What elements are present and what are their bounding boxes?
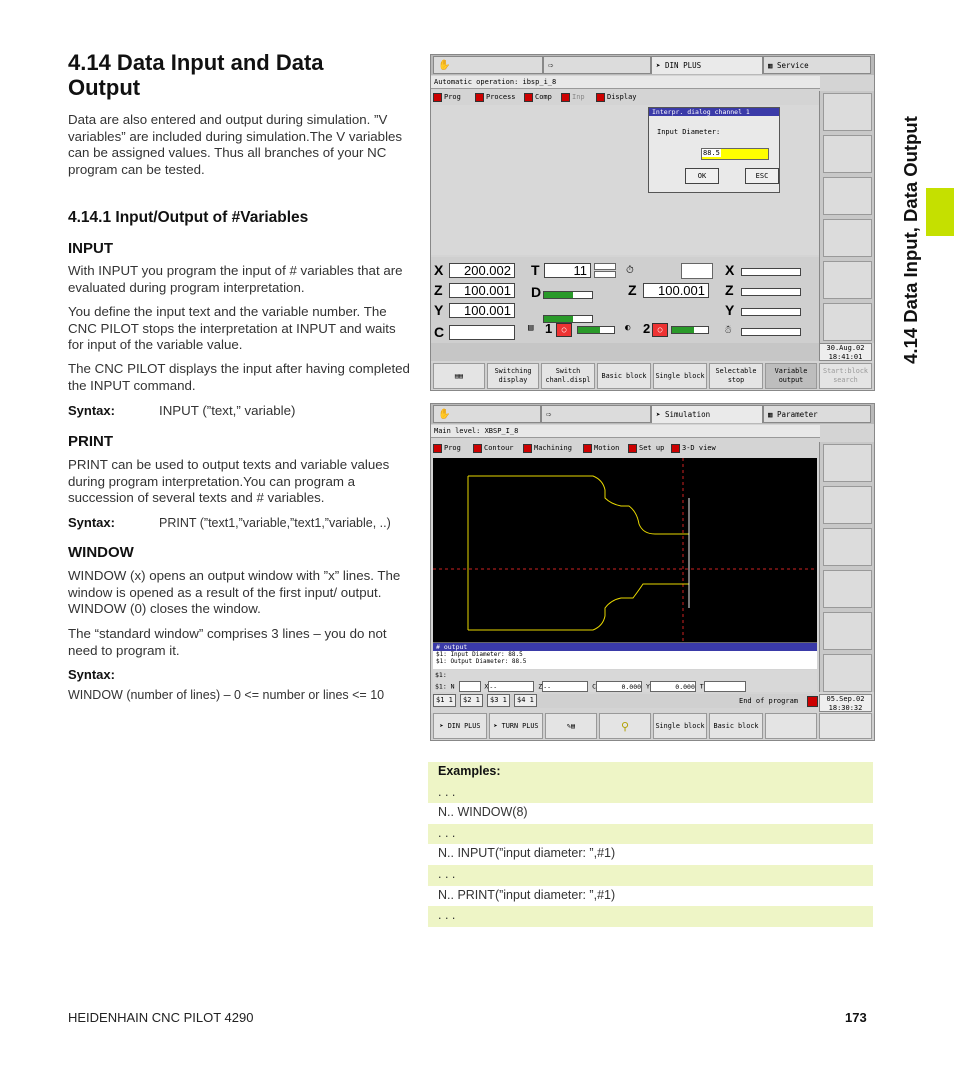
input-heading: INPUT	[68, 240, 113, 257]
axis-value-z: 100.001	[449, 283, 515, 298]
softkey-empty-2[interactable]	[819, 713, 872, 739]
end-marker-icon	[807, 696, 818, 707]
tab-simulation[interactable]: ➤ Simulation	[651, 405, 763, 423]
tab-machine-2[interactable]	[433, 405, 541, 423]
v-softkey-1[interactable]	[823, 93, 872, 131]
end-of-program-text: End of program	[739, 697, 799, 705]
z2-label: Z	[628, 282, 637, 298]
softkey-zoom[interactable]	[599, 713, 651, 739]
axis-label-y: Y	[434, 302, 444, 318]
status-line: Automatic operation: ibsp_i_8	[431, 76, 820, 89]
input-diameter-field[interactable]: 88.5	[701, 148, 769, 160]
spindle-icon: ◐	[625, 323, 631, 333]
softkey-basic-block-2[interactable]: Basic block	[709, 713, 763, 739]
menu-icon	[433, 444, 442, 453]
softkey-single-block-2[interactable]: Single block	[653, 713, 707, 739]
date-time-2: 05.Sep.02 18:30:32	[819, 694, 872, 712]
menu-prog-2[interactable]: Prog	[433, 442, 461, 454]
menu-process[interactable]: Process	[475, 91, 516, 103]
din-plus-icon: ➤	[656, 61, 666, 70]
tab-auto[interactable]	[543, 56, 651, 74]
feed-gauge-fill	[544, 292, 573, 298]
stopwatch-icon: ⏱	[626, 265, 634, 276]
menu-setup[interactable]: Set up	[628, 442, 664, 454]
zoom-icon: ⚲	[620, 719, 630, 733]
screenshot-automatic-operation	[430, 54, 875, 391]
menu-icon	[671, 444, 680, 453]
n-field	[459, 681, 481, 692]
program-status-row	[433, 694, 817, 708]
z-load-gauge	[741, 288, 801, 296]
print-syntax: PRINT (”text1,”variable,”text1,”variable, ..)	[159, 516, 391, 530]
c-field: 0.000	[596, 681, 642, 692]
softkey-turn-plus[interactable]: ➤ TURN PLUS	[489, 713, 543, 739]
window-paragraph-2: The “standard window” comprises 3 lines – you do not need to program it.	[68, 626, 387, 658]
softkey-machine[interactable]	[433, 363, 485, 389]
status-line-2: Main level: XBSP_I_8	[431, 425, 820, 438]
channel-1-gauge	[577, 326, 615, 334]
example-row-1: . . .	[428, 783, 873, 804]
input-paragraph-1: With INPUT you program the input of # variables that are evaluated during program interpretation.	[68, 263, 403, 295]
window-syntax-label: Syntax:	[68, 667, 115, 682]
edit-icon: ✎▤	[566, 721, 576, 730]
menu-icon	[523, 444, 532, 453]
axis-label-z: Z	[434, 282, 443, 298]
output-window	[433, 642, 817, 669]
channel-key-3[interactable]: $3 1	[487, 694, 510, 707]
input-syntax-label: Syntax:	[68, 403, 115, 418]
menu-icon	[524, 93, 533, 102]
axis-value-y: 100.001	[449, 303, 515, 318]
menu-icon	[561, 93, 570, 102]
z-right-label: Z	[725, 282, 734, 298]
softkey-switch-channel[interactable]: Switch chanl.displ	[541, 363, 595, 389]
softkey-selectable-stop[interactable]: Selectable stop	[709, 363, 763, 389]
esc-button[interactable]: ESC	[745, 168, 779, 184]
tab-din-plus[interactable]: ➤ DIN PLUS	[651, 56, 763, 74]
feed-icon: ▤	[528, 323, 534, 333]
tool-value: 11	[544, 263, 591, 278]
z-field: --	[542, 681, 588, 692]
v-softkey-4[interactable]	[823, 219, 872, 257]
channel-key-2[interactable]: $2 1	[460, 694, 483, 707]
simulation-icon: ➤	[656, 410, 666, 419]
axis-value-c	[449, 325, 515, 340]
menu-icon	[433, 93, 442, 102]
v-softkey-3[interactable]	[823, 177, 872, 215]
channel-2-number: 2	[643, 321, 651, 336]
menu-3d-view[interactable]: 3-D view	[671, 442, 716, 454]
menu-machining[interactable]: Machining	[523, 442, 572, 454]
menu-icon	[473, 444, 482, 453]
window-heading: WINDOW	[68, 544, 134, 561]
examples-table	[428, 762, 873, 927]
softkey-block-search[interactable]: Start:block search	[819, 363, 872, 389]
spindle-load-icon: ☃	[725, 323, 732, 336]
window-syntax: WINDOW (number of lines) – 0 <= number or lines <= 10	[68, 688, 385, 702]
vertical-softkeys	[819, 91, 875, 343]
d-label: D	[531, 284, 542, 300]
subsection-title: 4.14.1 Input/Output of #Variables	[68, 209, 309, 226]
axis-value-x: 200.002	[449, 263, 515, 278]
x-load-gauge	[741, 268, 801, 276]
example-row-3: . . .	[428, 824, 873, 845]
menu-display[interactable]: Display	[596, 91, 637, 103]
machine-icon: ▤▤	[454, 371, 464, 380]
t-field	[704, 681, 746, 692]
channel-1-gauge-fill	[578, 327, 600, 333]
machine-display	[431, 257, 819, 343]
hand-icon: ✋	[438, 409, 451, 420]
v2-softkey-5[interactable]	[823, 612, 872, 650]
softkey-variable-output[interactable]: Variable output	[765, 363, 817, 389]
turn-plus-icon: ➤	[493, 721, 502, 730]
stop-icon-2: ○	[652, 323, 668, 337]
side-tab-title: 4.14 Data Input, Data Output	[900, 116, 921, 364]
example-row-7: . . .	[428, 906, 873, 927]
x-right-label: X	[725, 262, 735, 278]
time-readout	[681, 263, 713, 279]
stop-icon: ○	[556, 323, 572, 337]
axis-label-x: X	[434, 262, 444, 278]
status-strip	[431, 343, 819, 361]
input-row-2: $1: N X-- Z-- C 0.000 Y 0.000 T	[435, 681, 746, 693]
menu-prog[interactable]: Prog	[433, 91, 461, 103]
channel-2-gauge	[671, 326, 709, 334]
examples-header: Examples:	[428, 762, 873, 783]
floppy-icon: ▦	[768, 61, 778, 70]
softkey-empty-1[interactable]	[765, 713, 817, 739]
vertical-softkeys-2	[819, 442, 875, 692]
input-paragraph-2: You define the input text and the variable number. The CNC PILOT stops the interpretation at INPUT and waits for input of the variable value.	[68, 304, 396, 352]
example-row-5: . . .	[428, 865, 873, 886]
v2-softkey-3[interactable]	[823, 528, 872, 566]
x-field: --	[488, 681, 534, 692]
output-line-2: $1: Output Diameter: 88.5	[436, 658, 527, 665]
dialog-title: Interpr. dialog channel 1	[649, 108, 779, 116]
floppy-icon: ▦	[768, 410, 778, 419]
arrow-box-icon: ⇨	[546, 410, 552, 420]
y-load-gauge	[741, 308, 801, 316]
menu-icon	[583, 444, 592, 453]
tab-bar-2	[431, 404, 874, 424]
hand-icon: ✋	[438, 60, 451, 71]
softkey-single-block[interactable]: Single block	[653, 363, 707, 389]
window-paragraph-1: WINDOW (x) opens an output window with ”x” lines. The window is opened as a result of the first input/ output. WINDOW (0) closes the window.	[68, 568, 401, 616]
v2-softkey-4[interactable]	[823, 570, 872, 608]
spindle-load-gauge	[741, 328, 801, 336]
print-syntax-label: Syntax:	[68, 515, 115, 530]
arrow-box-icon: ⇨	[548, 61, 554, 71]
position-rows	[433, 670, 817, 692]
v-softkey-5[interactable]	[823, 261, 872, 299]
menu-comp[interactable]: Comp	[524, 91, 552, 103]
tool-small-1	[594, 263, 616, 270]
tab-parameter[interactable]: ▦ Parameter	[763, 405, 871, 423]
print-heading: PRINT	[68, 433, 113, 450]
tab-machine[interactable]	[433, 56, 543, 74]
y-field: 0.000	[650, 681, 696, 692]
softkey-bar-2	[431, 713, 874, 739]
channel-key-1[interactable]: $1 1	[433, 694, 456, 707]
example-row-4: N.. INPUT(”input diameter: ”,#1)	[438, 846, 616, 861]
softkey-switching-display[interactable]: Switching display	[487, 363, 539, 389]
v2-softkey-6[interactable]	[823, 654, 872, 692]
y-right-label: Y	[725, 302, 735, 318]
section-title: 4.14 Data Input and Data Output	[68, 50, 324, 100]
menu-icon	[628, 444, 637, 453]
v-softkey-2[interactable]	[823, 135, 872, 173]
menu-contour[interactable]: Contour	[473, 442, 514, 454]
menu-inp[interactable]: Inp	[561, 91, 585, 103]
input-paragraph-3: The CNC PILOT displays the input after having completed the INPUT command.	[68, 361, 410, 393]
tool-label: T	[531, 262, 540, 278]
output-window-title: # output	[433, 643, 817, 651]
tab-service[interactable]: ▦ Service	[763, 56, 871, 74]
menu-motion[interactable]: Motion	[583, 442, 619, 454]
tab-auto-2[interactable]	[541, 405, 651, 423]
feed-gauge	[543, 291, 593, 299]
footer-product-name: HEIDENHAIN CNC PILOT 4290	[68, 1010, 254, 1025]
simulation-graphic	[433, 458, 817, 642]
intro-paragraph: Data are also entered and output during simulation. ”V variables” are included during simulation.The V variables can be assigned values. Thus all branches of your NC program can be tested.	[68, 112, 403, 177]
example-row-2: N.. WINDOW(8)	[438, 805, 528, 820]
example-row-6: N.. PRINT(”input diameter: ”,#1)	[438, 887, 616, 902]
menu-bar-2	[431, 442, 819, 456]
softkey-din-plus[interactable]: ➤ DIN PLUS	[433, 713, 487, 739]
z2-value: 100.001	[643, 283, 709, 298]
tool-small-2	[594, 271, 616, 278]
print-paragraph: PRINT can be used to output texts and variable values during program interpretation.You can program a succession of several texts and # variables.	[68, 457, 390, 505]
softkey-basic-block[interactable]: Basic block	[597, 363, 651, 389]
menu-icon	[596, 93, 605, 102]
date-time: 30.Aug.02 18:41:01	[819, 343, 872, 361]
output-line-1: $1: Input Diameter: 88.5	[436, 651, 523, 658]
side-tab-marker	[926, 188, 954, 236]
input-syntax: INPUT (”text,” variable)	[159, 403, 296, 418]
interpreter-dialog	[648, 107, 780, 193]
input-row-1: $1:	[435, 671, 447, 679]
tab-bar	[431, 55, 874, 75]
screenshot-simulation	[430, 403, 875, 741]
menu-icon	[475, 93, 484, 102]
v-softkey-6[interactable]	[823, 303, 872, 341]
ok-button[interactable]: OK	[685, 168, 719, 184]
din-plus-icon: ➤	[439, 721, 448, 730]
contour-drawing	[433, 458, 817, 642]
channel-key-4[interactable]: $4 1	[514, 694, 537, 707]
v2-softkey-1[interactable]	[823, 444, 872, 482]
dialog-label: Input Diameter:	[657, 128, 721, 136]
axis-label-c: C	[434, 324, 445, 340]
softkey-edit[interactable]	[545, 713, 597, 739]
menu-bar	[431, 91, 819, 105]
v2-softkey-2[interactable]	[823, 486, 872, 524]
channel-1-number: 1	[545, 321, 553, 336]
channel-2-gauge-fill	[672, 327, 694, 333]
page-number: 173	[845, 1010, 867, 1025]
softkey-bar	[431, 363, 874, 389]
